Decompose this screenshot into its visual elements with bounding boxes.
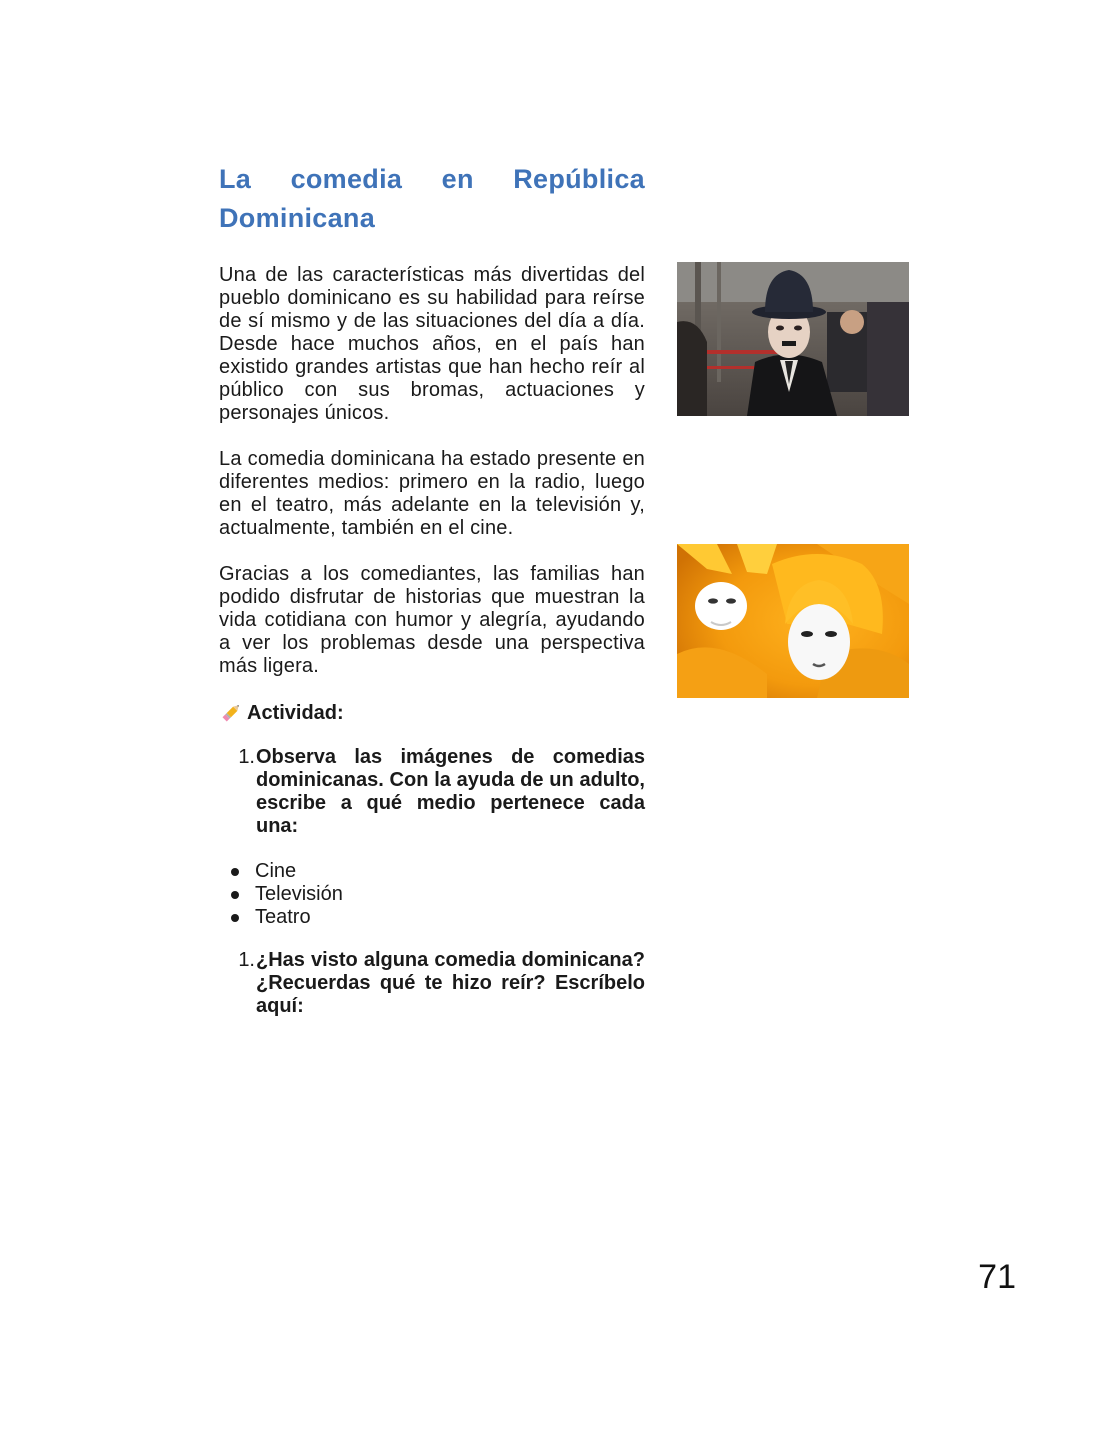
task-text: ¿Has visto alguna comedia dominicana? ¿Recuerdas qué te hizo reír? Escríbelo aquí:	[256, 949, 645, 1017]
bullet-icon	[231, 891, 239, 899]
pencil-icon	[219, 701, 243, 725]
list-item: Cine	[219, 860, 645, 883]
task-number: 1.	[238, 746, 255, 768]
list-item: Teatro	[219, 906, 645, 929]
page-title	[219, 160, 645, 238]
bullet-icon	[231, 914, 239, 922]
title-word: La	[219, 164, 252, 194]
list-item: Televisión	[219, 883, 645, 906]
page-number: 71	[978, 1258, 1016, 1296]
paragraph-media: La comedia dominicana ha estado presente en diferentes medios: primero en la radio, luego en el teatro, más adelante en la televisión y, actualmente, también en el cine.	[219, 448, 645, 539]
title-word: comedia	[290, 164, 403, 194]
bullet-icon	[231, 868, 239, 876]
task-number: 1.	[238, 949, 255, 971]
media-options-list	[219, 860, 645, 929]
task-1	[219, 746, 645, 838]
main-column	[219, 160, 645, 1018]
paragraph-families: Gracias a los comediantes, las familias han podido disfrutar de historias que muestran la vida cotidiana con humor y alegría, ayudando a ver los problemas desde una perspectiva más ligera.	[219, 563, 645, 677]
title-word: República	[513, 164, 645, 194]
carnival-masks-photo	[677, 544, 909, 698]
title-word: en	[441, 164, 474, 194]
title-line-2: Dominicana	[219, 203, 376, 233]
paragraph-intro: Una de las características más divertidas del pueblo dominicano es su habilidad para reírse de sí mismo y de las situaciones del día a día. Desde hace muchos años, en el país han existido grandes artistas que han hecho reír al público con sus bromas, actuaciones y personajes únicos.	[219, 264, 645, 424]
task-text: Observa las imágenes de comedias dominicanas. Con la ayuda de un adulto, escribe a qué medio pertenece cada una:	[256, 746, 645, 837]
activity-label: Actividad:	[247, 702, 344, 724]
activity-heading	[219, 700, 645, 726]
title-line-1	[219, 160, 645, 199]
comedian-photo	[677, 262, 909, 416]
task-2	[219, 949, 645, 1018]
